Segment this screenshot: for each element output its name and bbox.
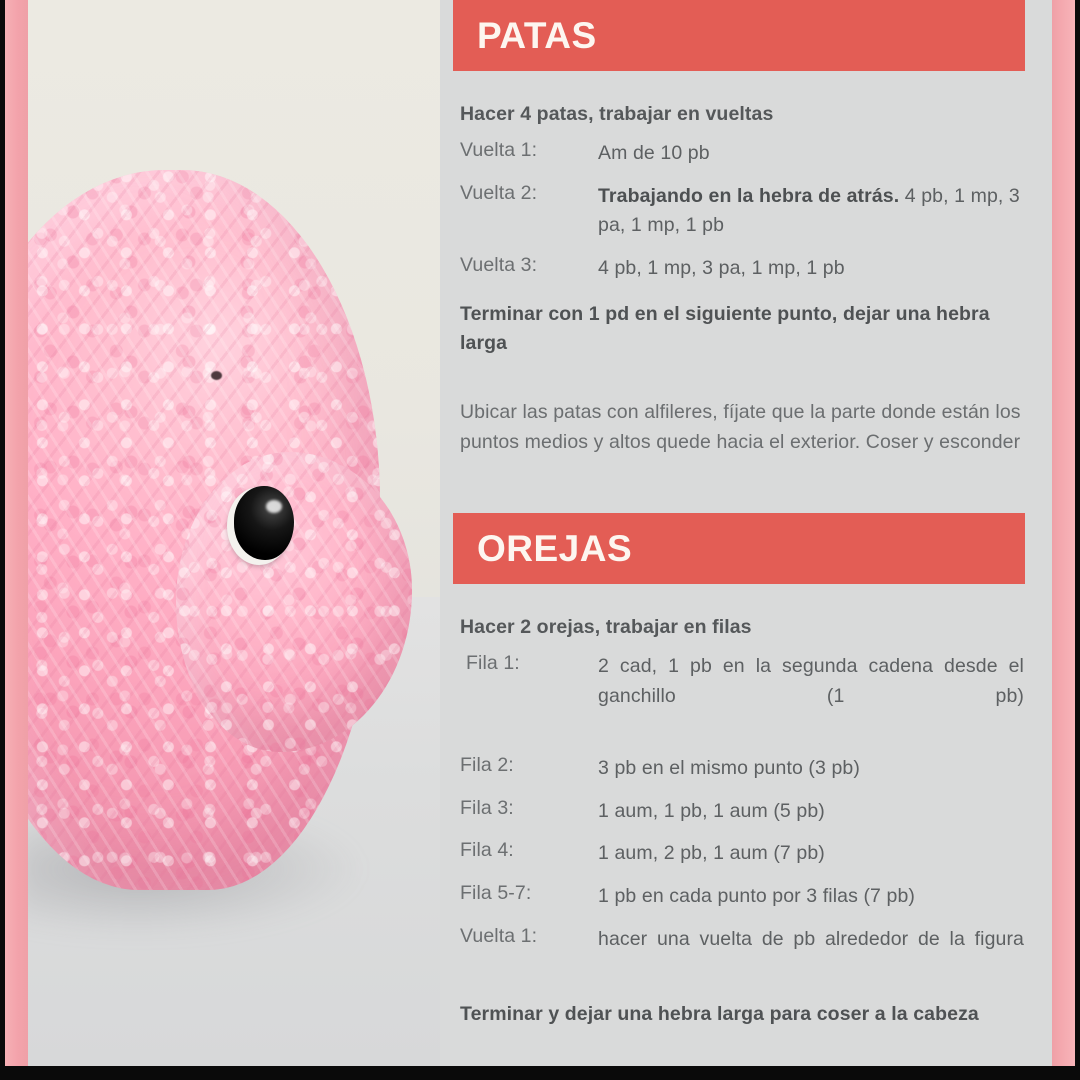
row-label: Fila 5-7: — [460, 881, 532, 904]
row-value: 2 cad, 1 pb en la segunda cadena desde el ganchillo (1 pb) — [598, 655, 1024, 707]
row-label: Vuelta 3: — [460, 253, 538, 276]
section-body-patas — [440, 103, 1052, 457]
row-value-emphasis: Trabajando en la hebra de atrás. — [598, 184, 900, 207]
patas-lead-text: Hacer 4 patas, trabajar en vueltas — [460, 103, 774, 125]
row-label: Fila 1: — [466, 652, 520, 675]
row-value: 4 pb, 1 mp, 3 pa, 1 mp, 1 pb — [598, 256, 845, 279]
patas-assembly-note: Ubicar las patas con alfileres, fíjate que la parte donde están los puntos medios y altos quede hacia el exterior. Coser y esconder — [460, 400, 1021, 453]
table-row — [460, 832, 1024, 875]
section-header-patas: PATAS — [453, 0, 1025, 71]
patas-closing-note: Terminar con 1 pd en el siguiente punto, dejar una hebra larga — [460, 302, 990, 355]
pattern-sheet — [28, 0, 1052, 1066]
row-value: 1 pb en cada punto por 3 filas (7 pb) — [598, 884, 915, 907]
pin-mark-icon — [211, 371, 222, 380]
table-row — [460, 875, 1024, 918]
pattern-instructions-column — [440, 0, 1052, 1066]
row-value: Am de 10 pb — [598, 142, 710, 164]
row-value: 1 aum, 1 pb, 1 aum (5 pb) — [598, 799, 825, 822]
orejas-rows-table — [460, 645, 1024, 990]
orejas-closing-note: Terminar y dejar una hebra larga para coser a la cabeza — [460, 1002, 979, 1025]
row-value: 3 pb en el mismo punto (3 pb) — [598, 757, 860, 780]
left-pink-border — [5, 0, 28, 1066]
row-label: Vuelta 1: — [460, 139, 538, 161]
row-value: 1 aum, 2 pb, 1 aum (7 pb) — [598, 842, 825, 865]
table-row — [460, 747, 1024, 790]
table-row — [460, 132, 1024, 175]
section-header-orejas: OREJAS — [453, 513, 1025, 584]
right-pink-border — [1052, 0, 1075, 1066]
section-body-orejas — [440, 616, 1052, 1029]
eye-highlight — [266, 500, 282, 513]
table-row — [460, 175, 1024, 247]
row-label: Fila 3: — [460, 796, 514, 819]
row-value: hacer una vuelta de pb alrededor de la figura — [598, 927, 1024, 950]
row-label: Fila 2: — [460, 754, 514, 777]
table-row — [460, 918, 1024, 990]
patas-rows-table — [460, 132, 1024, 290]
row-value — [598, 175, 1024, 247]
safety-eye — [234, 486, 294, 560]
row-label: Fila 4: — [460, 839, 514, 862]
amigurumi-photo — [28, 0, 440, 1066]
orejas-lead-text: Hacer 2 orejas, trabajar en filas — [460, 616, 752, 639]
table-row — [460, 790, 1024, 833]
table-row — [460, 645, 1024, 747]
table-row — [460, 247, 1024, 290]
row-label: Vuelta 2: — [460, 181, 538, 204]
row-label: Vuelta 1: — [460, 924, 538, 947]
row-value-rest: 4 pb, 1 mp, 3 pa, 1 mp, 1 pb — [598, 184, 1020, 237]
